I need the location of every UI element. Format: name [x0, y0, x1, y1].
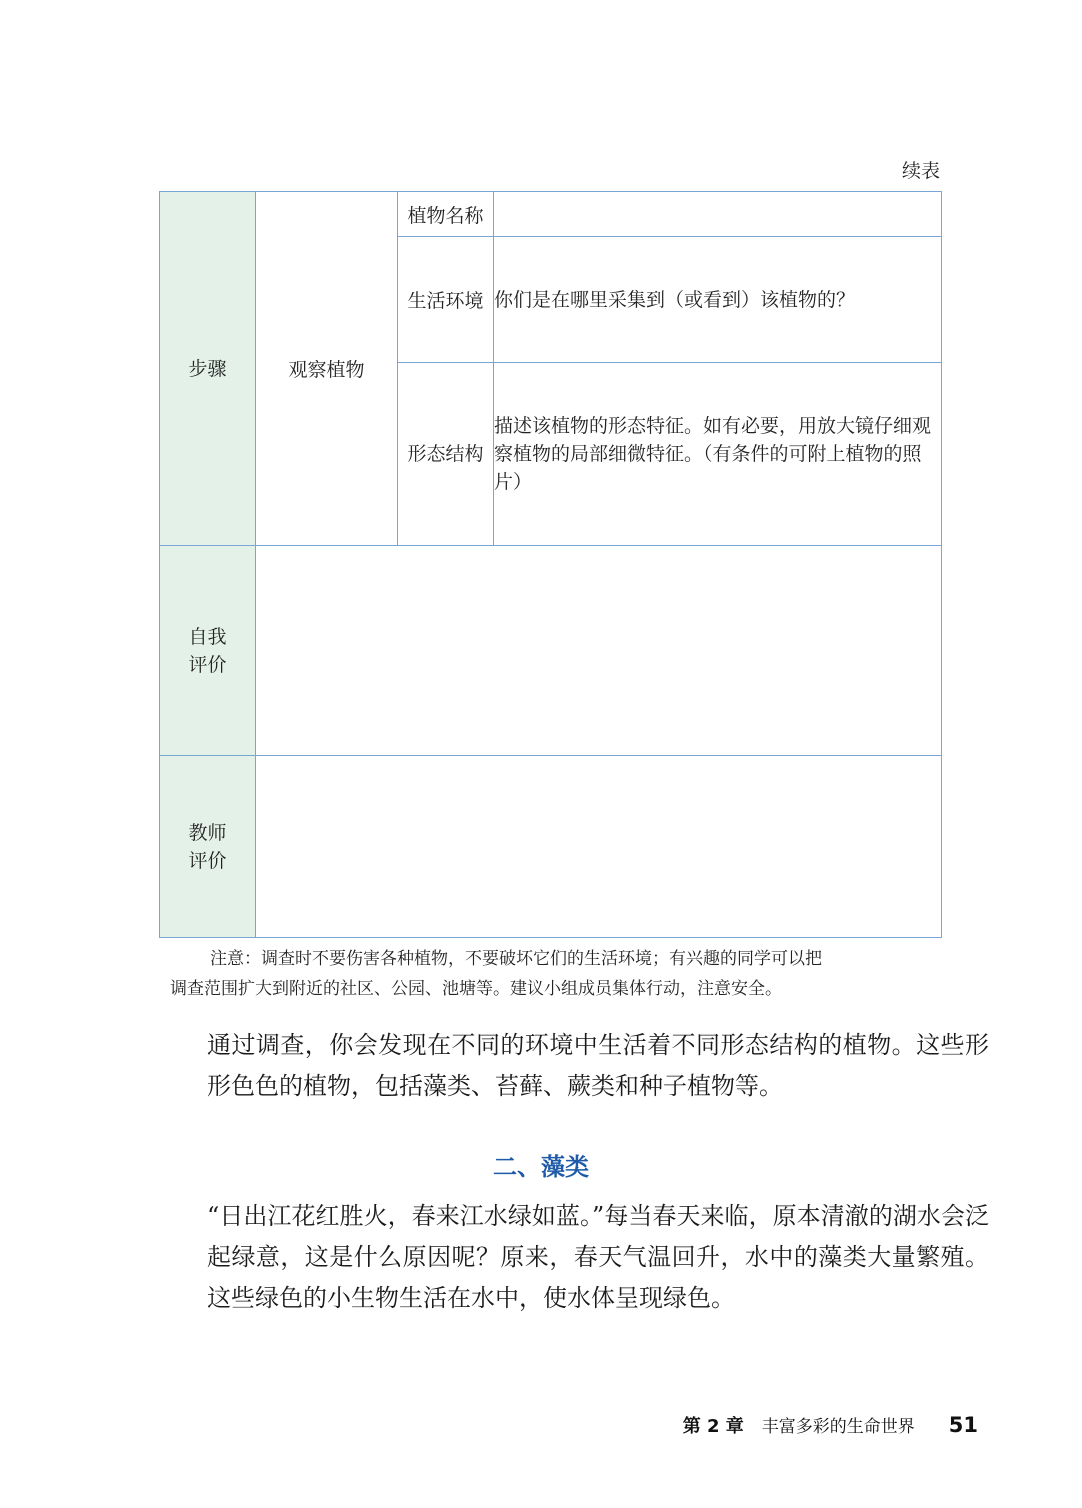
habitat-prompt: 你们是在哪里采集到（或看到）该植物的？ [494, 288, 856, 311]
teacher-eval-label-line1: 教师 [188, 821, 227, 844]
morphology-label: 形态结构 [407, 443, 484, 465]
page-number: 51 [948, 1413, 978, 1437]
step-header-cell [160, 192, 256, 546]
observe-cell [256, 192, 398, 546]
footer-chapter-title: 丰富多彩的生命世界 [761, 1417, 915, 1437]
footer-chapter: 第 2 章 [682, 1416, 744, 1437]
self-eval-label-line2: 评价 [188, 653, 227, 676]
observe-label: 观察植物 [288, 359, 365, 381]
section-title: 二、藻类 [493, 1153, 589, 1181]
survey-table [159, 191, 942, 938]
teacher-eval-header-cell [160, 756, 256, 938]
self-eval-header-cell [160, 546, 256, 756]
plant-name-label: 植物名称 [407, 204, 484, 227]
habitat-label: 生活环境 [407, 290, 484, 312]
step-label: 步骤 [188, 357, 227, 380]
notice-line-2: 调查范围扩大到附近的社区、公园、池塘等。建议小组成员集体行动，注意安全。 [170, 979, 782, 999]
page-footer [683, 1412, 978, 1438]
plant-name-label-cell [398, 192, 494, 237]
plant-name-answer-cell[interactable] [494, 192, 942, 237]
teacher-eval-label-line2: 评价 [188, 849, 227, 872]
self-eval-label-line1: 自我 [188, 625, 227, 648]
morphology-prompt: 描述该植物的形态特征。如有必要，用放大镜仔细观察植物的局部细微特征。（有条件的可附上植物的照片） [494, 415, 932, 493]
habitat-label-cell [398, 237, 494, 363]
safety-notice [170, 944, 950, 1004]
intro-paragraph: 通过调查，你会发现在不同的环境中生活着不同形态结构的植物。这些形形色色的植物，包括藻类、苔藓、蕨类和种子植物等。 [207, 1031, 989, 1100]
self-eval-answer-cell[interactable] [256, 546, 942, 756]
algae-paragraph: “日出江花红胜火，春来江水绿如蓝。”每当春天来临，原本清澈的湖水会泛起绿意，这是什么原因呢？原来，春天气温回升，水中的藻类大量繁殖。这些绿色的小生物生活在水中，使水体呈现绿色。 [207, 1202, 989, 1312]
morphology-label-cell [398, 363, 494, 546]
teacher-eval-answer-cell[interactable] [256, 756, 942, 938]
morphology-answer-cell[interactable] [494, 363, 942, 546]
notice-line-1: 注意：调查时不要伤害各种植物，不要破坏它们的生活环境；有兴趣的同学可以把 [210, 949, 822, 969]
habitat-answer-cell[interactable] [494, 237, 942, 363]
continued-label: 续表 [901, 160, 940, 182]
